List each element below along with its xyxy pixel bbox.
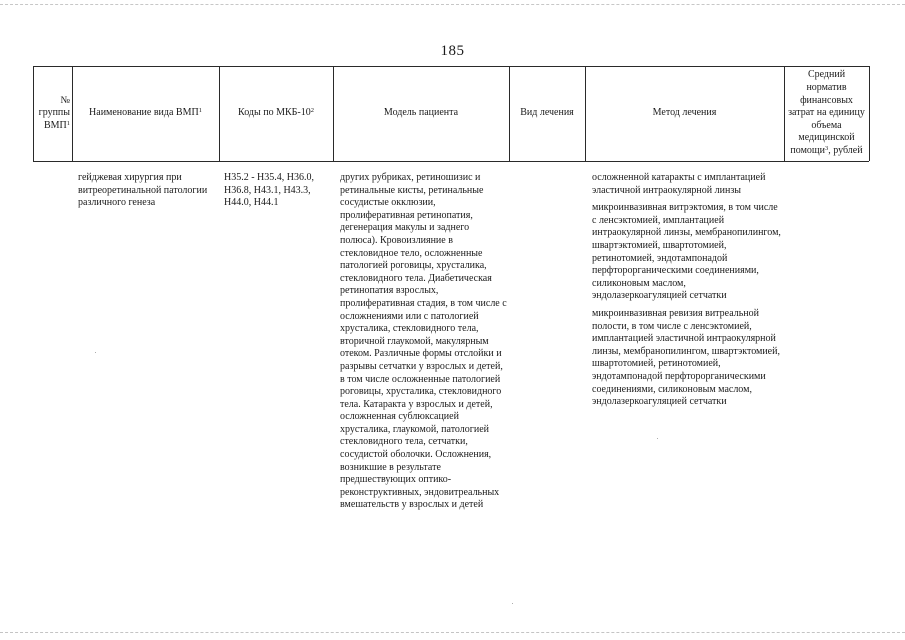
scan-speck — [95, 352, 96, 353]
scan-speck — [512, 603, 513, 604]
header-treatment-type: Вид лечения — [520, 107, 574, 119]
header-treatment-method: Метод лечения — [652, 107, 717, 119]
header-icd-codes: Коды по МКБ-$10^2$ — [238, 107, 314, 119]
header-group-number: № группы ВМП$^1$ — [38, 94, 70, 131]
method-paragraph: микроинвазивная витрэктомия, в том числе с ленсэктомией, имплантацией интраокулярной линзы, мембранопилингом, швартэктомией, швартотомией, ретинотомией, эндотампонадой перфторорганическими соединениями, силиконовым маслом, эндолазеркоагуляцией сетчатки — [592, 202, 781, 302]
header-average-cost: Средний норматив финансовых затрат на единицу объема медицинской помощи$^3$, рублей — [788, 69, 865, 156]
scan-speck — [657, 438, 658, 439]
cell-vmp-name: гейджевая хирургия при витреоретинальной патологии различного генеза — [78, 172, 208, 209]
scan-edge-top — [0, 4, 905, 5]
cell-patient-model: других рубриках, ретиношизис и ретинальные кисты, ретинальные сосудистые окклюзии, пролиферативная ретинопатия, дегенерация макулы и заднего полюса). Кровоизлияние в стекловидное тело, осложненные патологией роговицы, хрусталика, стекловидного тела. Диабетическая ретинопатия взрослых, пролиферативная стадия, в том числе с осложнениями или с патологией хрусталика, стекловидного тела, вторичной глаукомой, макулярным отеком. Различные формы отслойки и разрывы сетчатки у взрослых и детей, в том числе осложненные патологией роговицы, хрусталика, стекловидного тела. Катаракта у взрослых и детей, осложненная сублюксацией хрусталика, глаукомой, патологией стекловидного тела, сетчатки, сосудистой оболочки. Осложнения, возникшие в результате предшествующих оптико-реконструктивных, эндовитреальных вмешательств у взрослых и детей — [340, 172, 507, 511]
cell-icd-codes: H35.2 - H35.4, H36.0, H36.8, H43.1, H43.3, H44.0, H44.1 — [224, 172, 314, 209]
method-paragraph: осложненной катаракты с имплантацией эластичной интраокулярной линзы — [592, 172, 766, 196]
page-number: 185 — [440, 43, 465, 59]
header-vmp-name: Наименование вида ВМП$^1$ — [89, 107, 202, 119]
header-bottom-border — [33, 161, 869, 162]
column-divider — [869, 66, 870, 161]
cell-treatment-method — [592, 172, 782, 414]
scan-edge-bottom — [0, 632, 905, 633]
method-paragraph: микроинвазивная ревизия витреальной полости, в том числе с ленсэктомией, имплантацией эластичной интраокулярной линзы, мембранопилингом, швартэктомией, швартотомией, ретинотомией, эндотампонадой перфторорганическими соединениями, силиконовым маслом, эндолазеркоагуляцией сетчатки — [592, 307, 780, 408]
header-patient-model: Модель пациента — [383, 107, 459, 119]
